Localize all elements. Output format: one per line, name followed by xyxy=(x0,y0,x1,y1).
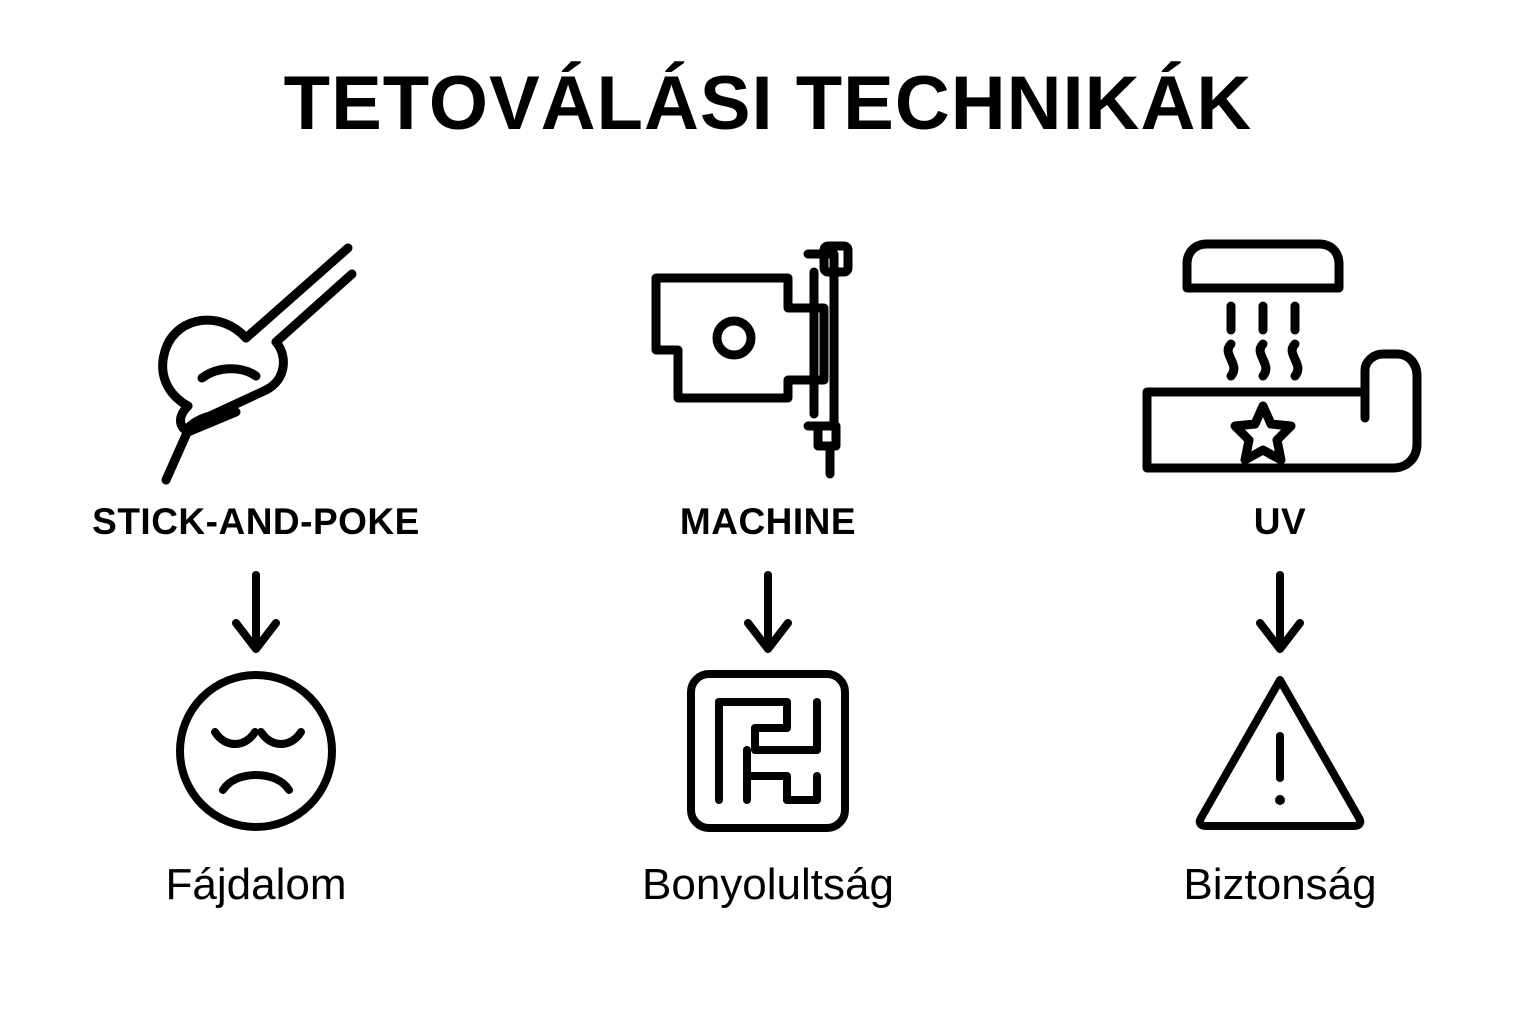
warning-triangle-icon xyxy=(1193,663,1368,838)
technique-label: UV xyxy=(1253,501,1307,542)
page-title: TETOVÁLÁSI TECHNIKÁK xyxy=(283,61,1253,146)
down-arrow-icon xyxy=(226,569,286,659)
technique-column-uv xyxy=(1024,225,1536,910)
result-label: Bonyolultság xyxy=(642,860,894,909)
technique-columns xyxy=(0,225,1536,910)
result-label: Biztonság xyxy=(1183,860,1377,909)
uv-lamp-arm-icon xyxy=(1135,225,1425,495)
technique-label: MACHINE xyxy=(679,501,857,542)
technique-column-machine xyxy=(512,225,1024,910)
hand-needle-icon xyxy=(126,225,386,495)
maze-complexity-icon xyxy=(683,663,853,838)
technique-label: STICK-AND-POKE xyxy=(92,501,420,542)
sad-face-icon xyxy=(171,663,341,838)
tattoo-machine-icon xyxy=(638,225,898,495)
technique-column-stick-and-poke xyxy=(0,225,512,910)
down-arrow-icon xyxy=(1250,569,1310,659)
down-arrow-icon xyxy=(738,569,798,659)
result-label: Fájdalom xyxy=(165,860,347,909)
